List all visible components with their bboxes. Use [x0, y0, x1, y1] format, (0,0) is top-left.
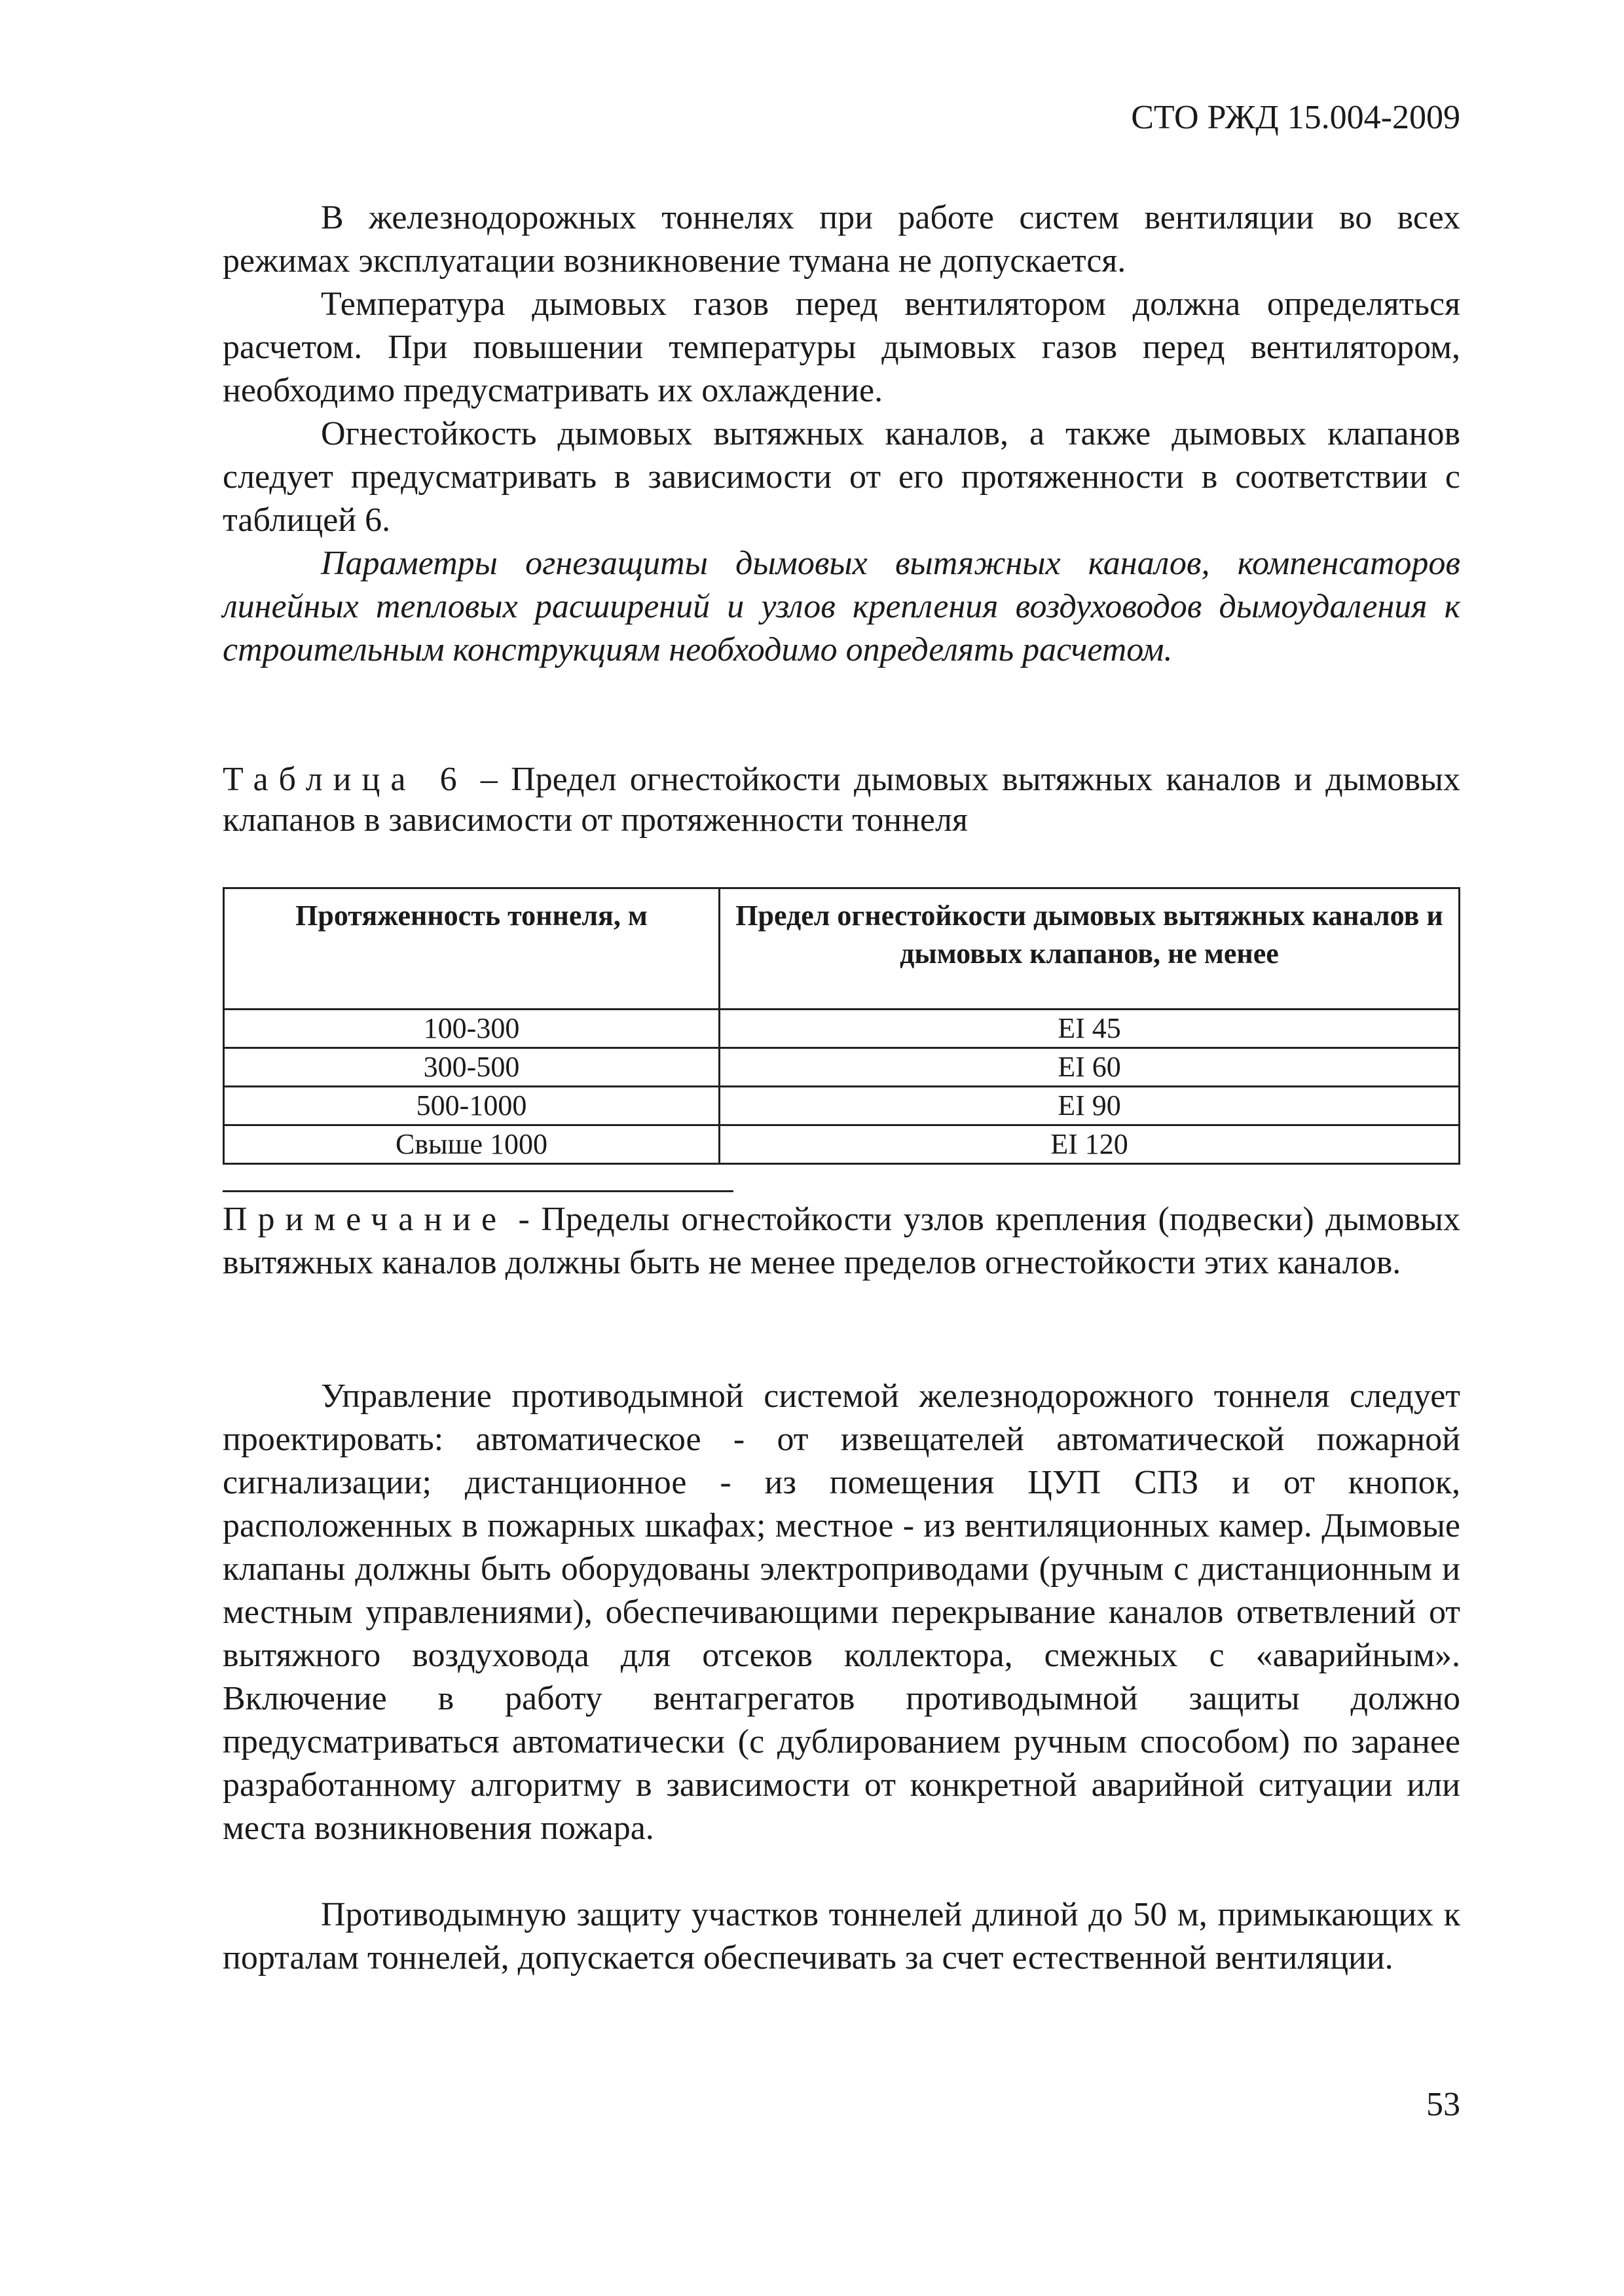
table-cell-length: 100-300	[224, 1010, 720, 1048]
table-cell-fire-limit: EI 120	[720, 1125, 1460, 1164]
table-caption-text: – Предел огнестойкости дымовых вытяжных каналов и дымовых клапанов в зависимости от протяженности тоннеля	[223, 761, 1460, 839]
note-separator-line	[223, 1190, 733, 1192]
document-code: СТО РЖД 15.004-2009	[1131, 99, 1460, 136]
paragraph-smoke-control: Управление противодымной системой железнодорожного тоннеля следует проектировать: автоматическое - от извещателей автоматической пожарной сигнализации; дистанционное - из помещения ЦУП СПЗ и от кнопок, расположенных в пожарных шкафах; местное - из вентиляционных камер. Дымовые клапаны должны быть оборудованы электроприводами (ручным с дистанционным и местным управлениями), обеспечивающими перекрывание каналов ответвлений от вытяжного воздуховода для отсеков коллектора, смежных с «аварийным». Включение в работу вентагрегатов противодымной защиты должно предусматриваться автоматически (с дублированием ручным способом) по заранее разработанному алгоритму в зависимости от конкретной аварийной ситуации или места возникновения пожара.	[223, 1377, 1460, 1847]
table-caption-label: Таблица 6	[223, 761, 468, 798]
table-row	[224, 1125, 1460, 1164]
table-cell-length: Свыше 1000	[224, 1125, 720, 1164]
table-header-length: Протяженность тоннеля, м	[224, 888, 720, 1010]
table-row	[224, 1010, 1460, 1048]
table-cell-length: 300-500	[224, 1048, 720, 1087]
fire-resistance-table	[223, 887, 1460, 1165]
table-cell-fire-limit: EI 90	[720, 1087, 1460, 1125]
table-row	[224, 1048, 1460, 1087]
table-caption	[223, 759, 1460, 841]
table-header-fire-limit: Предел огнестойкости дымовых вытяжных каналов и дымовых клапанов, не менее	[720, 888, 1460, 1010]
table-cell-fire-limit: EI 60	[720, 1048, 1460, 1087]
note-label: Примечание	[223, 1201, 507, 1238]
table-cell-length: 500-1000	[224, 1087, 720, 1125]
paragraph-fire-protection: Параметры огнезащиты дымовых вытяжных каналов, компенсаторов линейных тепловых расширений и узлов крепления воздуховодов дымоудаления к строительным конструкциям необходимо определять расчетом.	[223, 545, 1460, 668]
paragraph-fire-resistance: Огнестойкость дымовых вытяжных каналов, а также дымовых клапанов следует предусматривать в зависимости от его протяженности в соответствии с таблицей 6.	[223, 415, 1460, 539]
note-text: - Пределы огнестойкости узлов крепления (подвески) дымовых вытяжных каналов должны быть не менее пределов огнестойкости этих каналов.	[223, 1201, 1460, 1281]
page-number: 53	[1426, 2086, 1460, 2123]
paragraph-natural-ventilation: Противодымную защиту участков тоннелей длиной до 50 м, примыкающих к порталам тоннелей, допускается обеспечивать за счет естественной вентиляции.	[223, 1896, 1460, 1977]
paragraph-gas-temperature: Температура дымовых газов перед вентилятором должна определяться расчетом. При повышении температуры дымовых газов перед вентилятором, необходимо предусматривать их охлаждение.	[223, 285, 1460, 409]
table-cell-fire-limit: EI 45	[720, 1010, 1460, 1048]
table-note	[223, 1198, 1460, 1285]
table-row	[224, 1087, 1460, 1125]
paragraph-fog: В железнодорожных тоннелях при работе систем вентиляции во всех режимах эксплуатации возникновение тумана не допускается.	[223, 199, 1460, 280]
table-header-row	[224, 888, 1460, 1010]
